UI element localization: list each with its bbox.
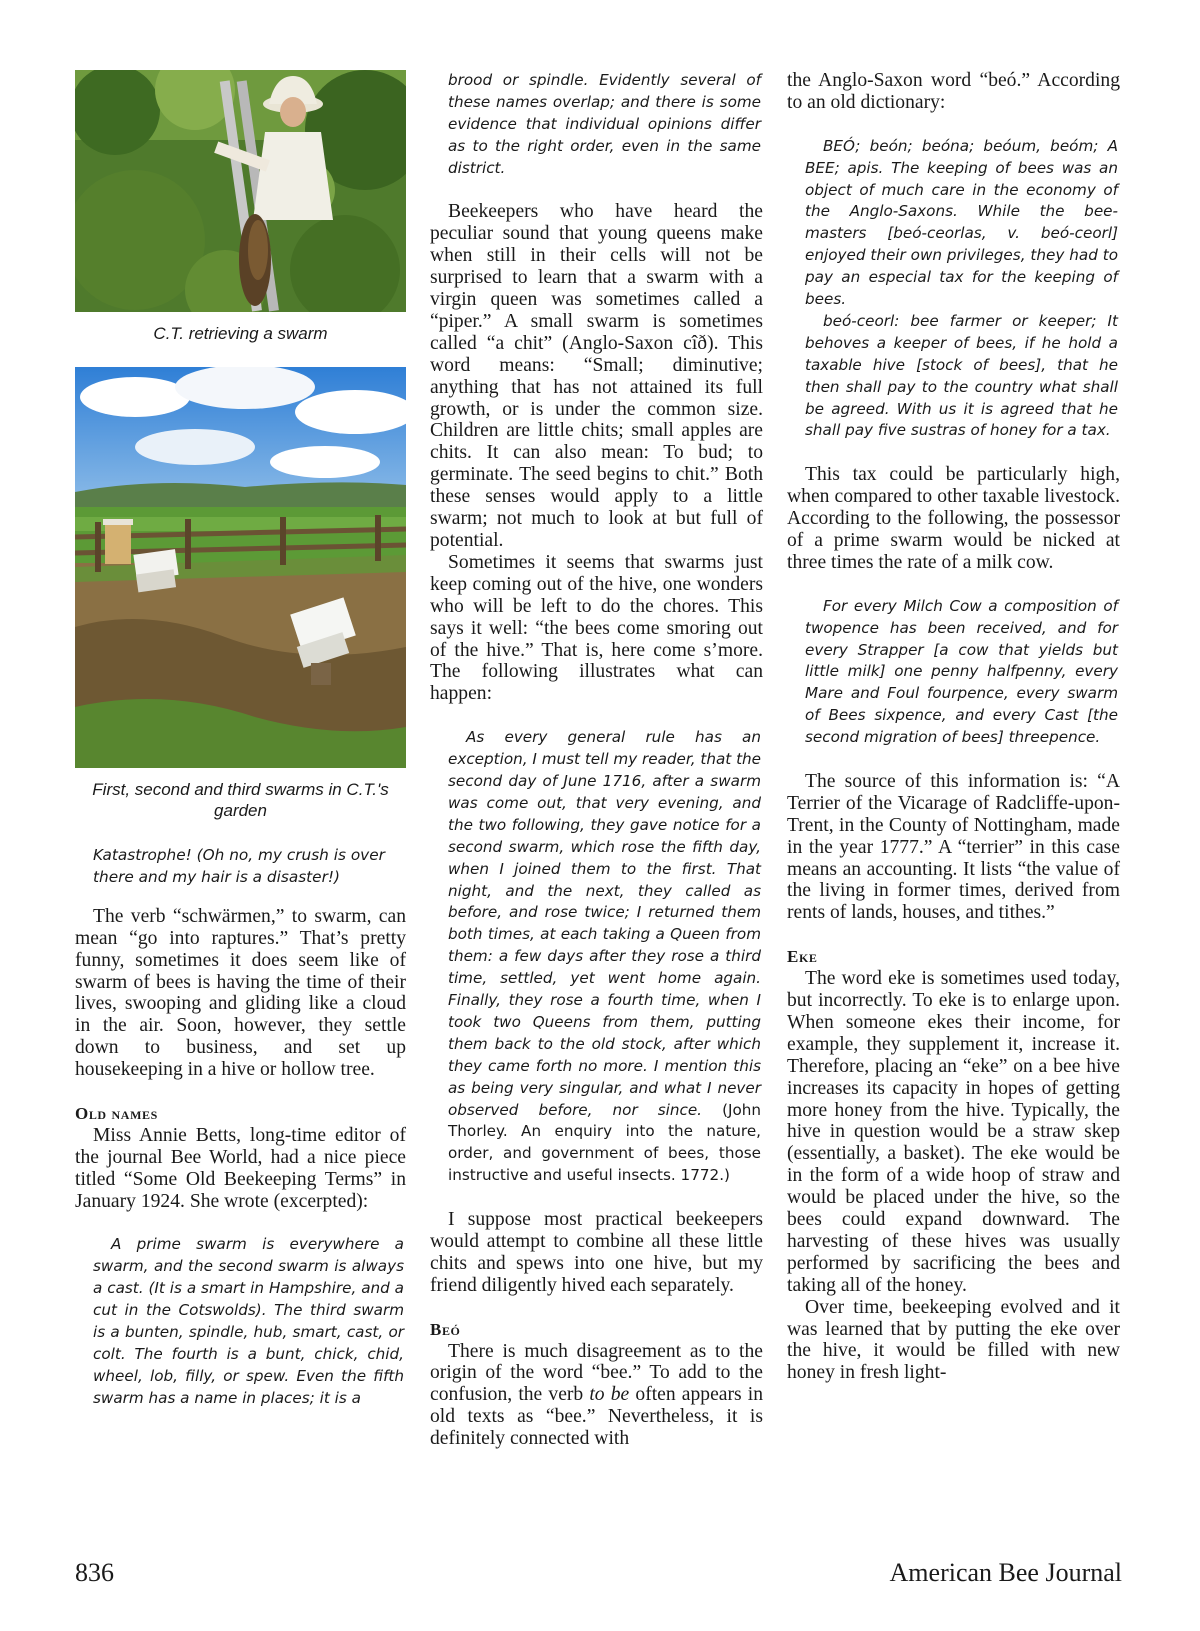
quote-thorley-paragraph [448, 727, 761, 1187]
paragraph-beo-part-a: There is much disagreement as to the origin of the word “bee.” To add to the confusion, the verb [430, 1340, 763, 1406]
paragraph-tax: This tax could be particularly high, when compared to other taxable livestock. According to the following, the possessor of a prime swarm would be nicked at three times the rate of a milk cow. [787, 464, 1120, 573]
heading-old-names: Old names [75, 1103, 158, 1123]
quote-milch-cow-text: For every Milch Cow a composition of twopence has been received, and for every Strapper [a cow that yields but little milk] one penny halfpenny, every Mare and Foul fourpence, every swarm of Bees sixpence, and every Cast [the second migration of bees] threepence. [805, 596, 1118, 747]
paragraph-schwarmen: The verb “schwärmen,” to swarm, can mean “go into raptures.” That’s pretty funny, sometimes it does seem like of swarm of bees is having the time of their lives, swooping and gliding like a cloud in the air. Soon, however, they settle down to business, and set up housekeeping in a hive or hollow tree. [75, 905, 406, 1081]
quote-betts-continued [430, 70, 763, 180]
paragraph-smore: Sometimes it seems that swarms just keep coming out of the hive, one wonders who will be left to do the chores. This says it well: “the bees come smoring out of the hive.” That is, here come s’more. The following illustrates what can happen: [430, 551, 763, 705]
paragraph-source: The source of this information is: “A Terrier of the Vicarage of Radcliffe-upon-Trent, in the County of Nottingham, made in the year 1777.” A “terrier” in this case means an accounting. It lists “the value of the living in former times, derived from rents of lands, houses, and tithes.” [787, 770, 1120, 924]
quote-dictionary [787, 136, 1120, 443]
photo-note: Katastrophe! (Oh no, my crush is over there and my hair is a disaster!) [93, 845, 385, 886]
paragraph-beo-continued: the Anglo-Saxon word “beó.” According to an old dictionary: [787, 70, 1120, 113]
page-number: 836 [75, 1558, 114, 1587]
beekeeper-photo-illustration [75, 70, 406, 312]
quote-milch-cow [787, 596, 1120, 749]
quote-betts-continued-text: brood or spindle. Evidently several of these names overlap; and there is some evidence that individual opinions differ as to the right order, even in the same district. [448, 71, 761, 177]
column-3 [787, 70, 1120, 1384]
quote-betts-text: A prime swarm is everywhere a swarm, and the second swarm is always a cast. (It is a smart in Hampshire, and a cut in the Cotswolds). The third swarm is a bunten, spindle, hub, smart, cast, or colt. The fourth is a bunt, chick, chid, wheel, lob, filly, or spew. Even the fifth swarm has a name in places; it is a [93, 1235, 404, 1407]
photo-caption-1: C.T. retrieving a swarm [153, 324, 328, 343]
paragraph-beo-emphasis: to be [589, 1384, 630, 1406]
quote-dictionary-entry-2: beó-ceorl: bee farmer or keeper; It behoves a keeper of bees, if he hold a taxable hive [stock of bees], that he then shall pay to the country what shall be agreed. With us it is agreed that he shall pay five sustras of honey for a tax. [805, 311, 1118, 440]
paragraph-combine: I suppose most practical beekeepers would attempt to combine all these little chits and spews into one hive, but my friend diligently hived each separately. [430, 1209, 763, 1296]
heading-beo: Beó [430, 1319, 461, 1339]
quote-thorley [430, 727, 763, 1187]
heading-eke: Eke [787, 947, 818, 967]
quote-dictionary-entry-1: BEÓ; beón; beóna; beóum, beóm; A BEE; apis. The keeping of bees was an object of much care in the economy of the Anglo-Saxons. While the bee-masters [beó-ceorlas, v. beó-ceorl] enjoyed their own privileges, they had to pay an especial tax for the keeping of bees. [805, 136, 1118, 309]
garden-hives-photo-illustration [75, 367, 406, 768]
paragraph-beo [430, 1341, 763, 1451]
paragraph-eke: The word eke is sometimes used today, but incorrectly. To eke is to enlarge upon. When someone ekes their income, for example, they supplement it, increase it. Therefore, placing an “eke” on a bee hive increases its capacity in hopes of getting more honey from the hive. Typically, the hive in question would be a straw skep (essentially, a basket). The eke would be in the form of a wide hoop of straw and would be placed under the hive, so the bees could expand downward. The harvesting of these hives was usually performed by sacrificing the bees and taking all of the honey. [787, 968, 1120, 1296]
photo-beekeeper-retrieving-swarm [75, 70, 406, 312]
journal-name: American Bee Journal [889, 1558, 1122, 1587]
paragraph-annie-betts: Miss Annie Betts, long-time editor of the journal Bee World, had a nice piece titled “Some Old Beekeeping Terms” in January 1924. She wrote (excerpted): [75, 1124, 406, 1212]
quote-thorley-source: (John Thorley. An enquiry into the nature, order, and government of bees, those instructive and useful insects. 1772.) [448, 1100, 762, 1185]
photo-swarm-hives-garden [75, 367, 406, 768]
paragraph-over-time: Over time, beekeeping evolved and it was learned that by putting the eke over the hive, it would be filled with new honey in fresh light- [787, 1296, 1120, 1384]
column-1 [75, 70, 406, 1410]
quote-thorley-text: As every general rule has an exception, I must tell my reader, that the second day of June 1716, after a swarm was come out, that very evening, and the two following, they gave notice for a second swarm, which rose the fifth day, when I joined them to the first. That night, and the next, they called as before, and rose twice; I returned them both times, at each taking a Queen from them: a few days after they rose a third time, settled, yet went home again. Finally, they rose a fourth time, when I took two Queens from them, putting them back to the old stock, after which they came forth no more. I mention this as being very singular, and what I never observed before, nor since. [448, 728, 761, 1119]
quote-betts [75, 1234, 406, 1409]
paragraph-piper: Beekeepers who have heard the peculiar sound that young queens make when still in their cells will not be surprised to learn that a swarm with a virgin queen was sometimes called a “piper.” A small swarm is sometimes called “a chit” (Anglo-Saxon cîð). This word means: “Small; diminutive; anything that has not attained its full growth, or is under the common size. Children are little chits; small apples are chits. It can also mean: To bud; to germinate. The seed begins to chit.” Both these senses would apply to a little swarm; not much to look at but full of potential. [430, 201, 763, 552]
photo-caption-2: First, second and third swarms in C.T.'s garden [92, 779, 389, 821]
column-2 [430, 70, 763, 1450]
paragraph-beo-part-b: often appears in old texts as “bee.” Nevertheless, it is definitely connected with [430, 1384, 764, 1450]
